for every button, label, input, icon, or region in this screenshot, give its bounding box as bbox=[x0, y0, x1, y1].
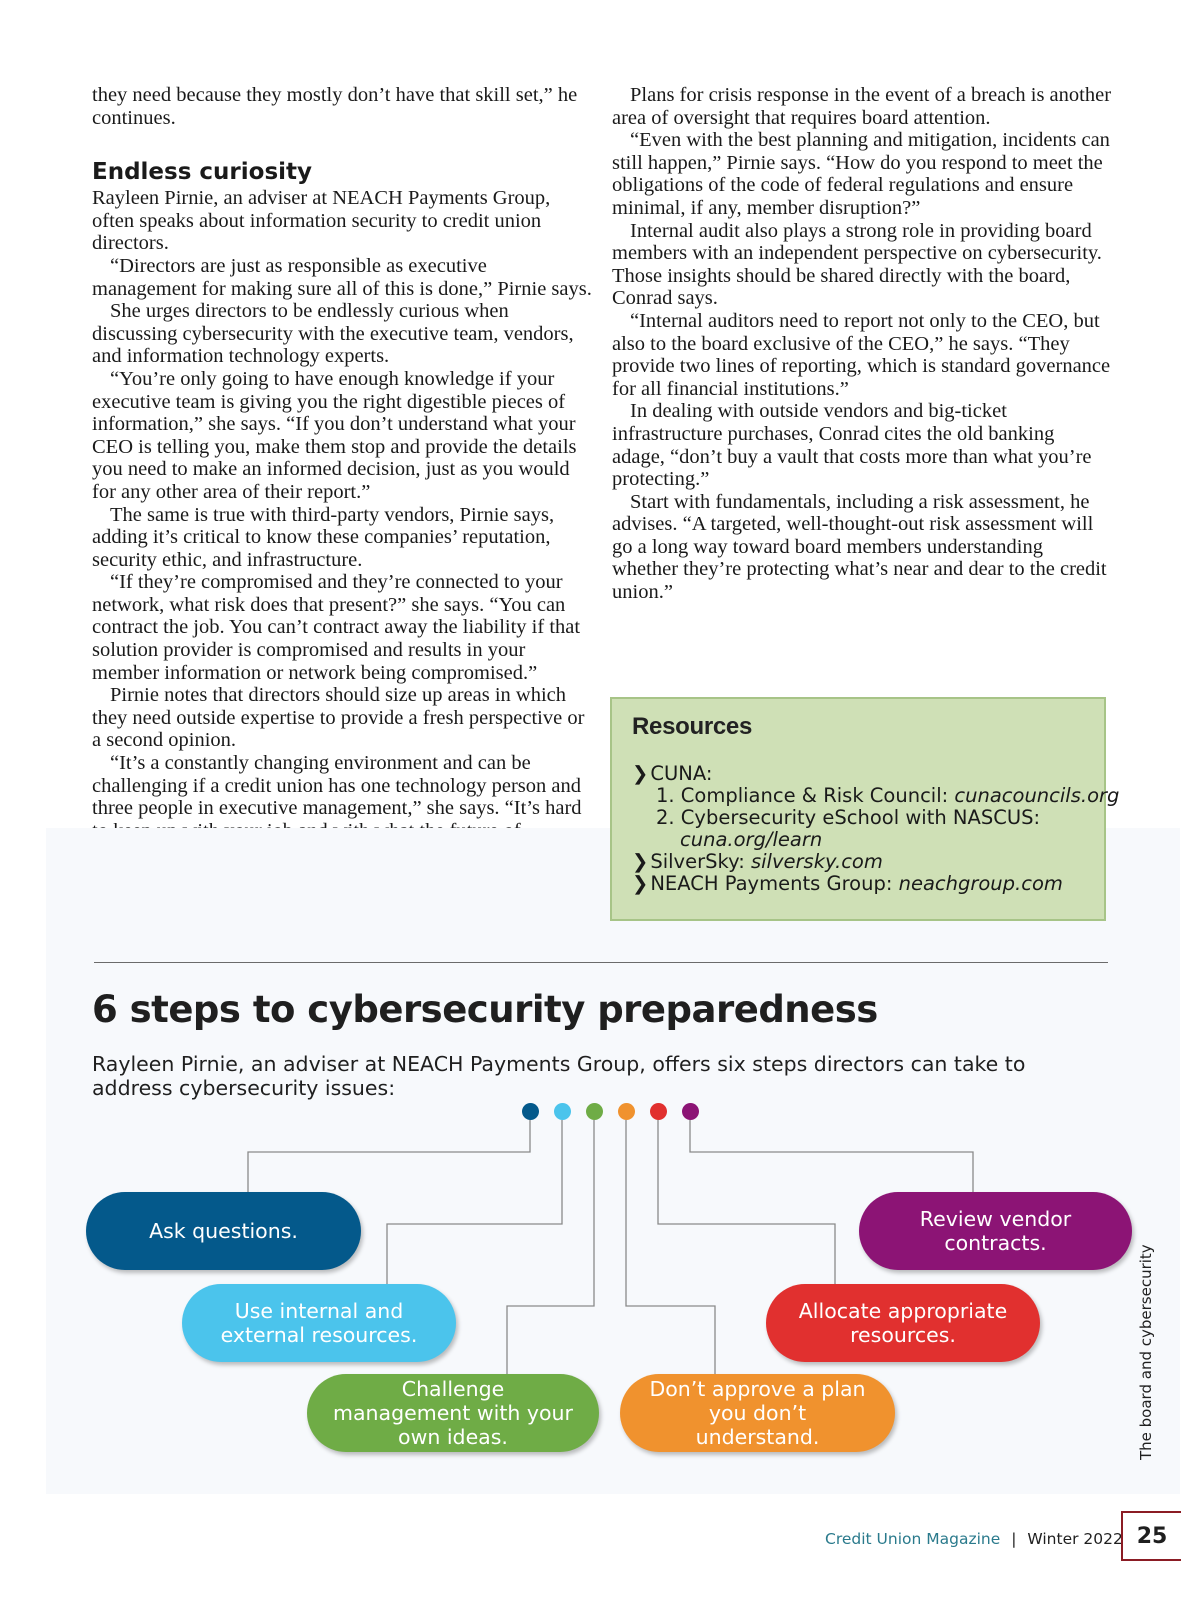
connector-1 bbox=[248, 1120, 530, 1192]
resource-link[interactable]: cuna.org/learn bbox=[680, 828, 823, 851]
resource-link[interactable]: silversky.com bbox=[750, 850, 883, 873]
connector-2 bbox=[387, 1120, 562, 1284]
resource-item-1: 1. Compliance & Risk Council: cunacouncils.org bbox=[656, 784, 1120, 807]
step-pill-ask-questions: Ask questions. bbox=[86, 1192, 361, 1270]
chevron-right-icon: ❯ bbox=[632, 762, 649, 785]
paragraph: Rayleen Pirnie, an adviser at NEACH Payments Group, often speaks about information security to credit union directors. bbox=[92, 187, 551, 255]
paragraph: The same is true with third-party vendors, Pirnie says, adding it’s critical to know these companies’ reputation, security ethic, and infrastructure. bbox=[92, 503, 555, 571]
paragraph: “You’re only going to have enough knowledge if your executive team is giving you the right digestible pieces of information,” she says. “If you don’t understand what your CEO is telling you, make them stop and provide the details you need to make an informed decision, just as you would for any other area of their report.” bbox=[92, 367, 577, 503]
paragraph: She urges directors to be endlessly curious when discussing cybersecurity with the executive team, vendors, and information technology experts. bbox=[92, 300, 574, 368]
page-number: 25 bbox=[1121, 1511, 1181, 1561]
issue-date: Winter 2022 bbox=[1027, 1530, 1123, 1548]
footer bbox=[825, 1530, 1123, 1548]
step-pill-review-contracts: Review vendor contracts. bbox=[859, 1192, 1132, 1270]
steps-intro: Rayleen Pirnie, an adviser at NEACH Payments Group, offers six steps directors can take to address cybersecurity issues: bbox=[92, 1052, 1026, 1100]
paragraph: “If they’re compromised and they’re connected to your network, what risk does that present?” she says. “You can contract the job. You can’t contract away the liability if that solution provider is compromised and results in your member information or network being compromised.” bbox=[92, 571, 581, 684]
connector-3 bbox=[507, 1120, 594, 1374]
connector-5 bbox=[658, 1120, 835, 1284]
resource-item-2: 2. Cybersecurity eSchool with NASCUS: bbox=[656, 806, 1041, 829]
paragraph: Pirnie notes that directors should size up areas in which they need outside expertise to provide a fresh perspective or a second opinion. bbox=[92, 684, 585, 752]
connector-4 bbox=[626, 1120, 715, 1374]
magazine-name: Credit Union Magazine bbox=[825, 1530, 1001, 1548]
resource-silversky: ❯ SilverSky: silversky.com bbox=[632, 850, 883, 873]
step-dot-6 bbox=[682, 1103, 699, 1120]
paragraph: “It’s a constantly changing environment and can be challenging if a credit union has one technology person and three people in executive management,” she says. “It’s hard bbox=[92, 752, 582, 820]
resources-title: Resources bbox=[632, 713, 753, 740]
paragraph: they need because they mostly don’t have that skill set,” he continues. bbox=[92, 84, 578, 129]
paragraph: In dealing with outside vendors and big-ticket infrastructure purchases, Conrad cites the old banking adage, “don’t buy a vault that costs more than what you’re protecting.” bbox=[612, 400, 1092, 491]
paragraph: “Even with the best planning and mitigation, incidents can still happen,” Pirnie says. “How do you respond to meet the obligations of the code of federal regulations and ensure minimal, if any, member disruption?” bbox=[612, 129, 1110, 219]
section-label-vertical: The board and cybersecurity bbox=[1137, 1244, 1155, 1460]
resource-link[interactable]: neachgroup.com bbox=[898, 872, 1063, 895]
connector-6 bbox=[690, 1120, 973, 1192]
paragraph: Start with fundamentals, including a risk assessment, he advises. “A targeted, well-thought-out risk assessment will go a long way toward board members understanding whether they’re protecting what’s near and dear to the credit union.” bbox=[612, 490, 1107, 604]
steps-title: 6 steps to cybersecurity preparedness bbox=[92, 988, 878, 1031]
paragraph: Plans for crisis response in the event of a breach is another area of oversight that requires board attention. bbox=[612, 84, 1112, 129]
resource-link[interactable]: cunacouncils.org bbox=[954, 784, 1120, 807]
step-pill-allocate-resources: Allocate appropriate resources. bbox=[766, 1284, 1040, 1362]
resource-cuna: ❯ CUNA: bbox=[632, 762, 713, 785]
step-pill-dont-approve: Don’t approve a plan you don’t understand. bbox=[620, 1374, 895, 1452]
resource-neach: ❯ NEACH Payments Group: neachgroup.com bbox=[632, 872, 1063, 895]
step-dot-3 bbox=[586, 1103, 603, 1120]
paragraph: “Directors are just as responsible as executive management for making sure all of this is done,” Pirnie says. bbox=[92, 254, 592, 300]
step-dot-2 bbox=[554, 1103, 571, 1120]
paragraph: Internal audit also plays a strong role in providing board members with an independent perspective on cybersecurity. Those insights should be shared directly with the board, Conrad says. bbox=[612, 219, 1102, 310]
section-heading: Endless curiosity bbox=[92, 159, 313, 186]
step-dot-5 bbox=[650, 1103, 667, 1120]
step-pill-challenge-management: Challenge management with your own ideas. bbox=[307, 1374, 599, 1452]
chevron-right-icon: ❯ bbox=[632, 850, 649, 873]
step-dot-1 bbox=[522, 1103, 539, 1120]
paragraph: “Internal auditors need to report not only to the CEO, but also to the board exclusive of the CEO,” he says. “They provide two lines of reporting, which is standard governance for all financial institutions.” bbox=[612, 309, 1111, 400]
chevron-right-icon: ❯ bbox=[632, 872, 649, 895]
footer-separator: | bbox=[1011, 1530, 1017, 1548]
step-dot-4 bbox=[618, 1103, 635, 1120]
step-pill-use-resources: Use internal and external resources. bbox=[182, 1284, 456, 1362]
